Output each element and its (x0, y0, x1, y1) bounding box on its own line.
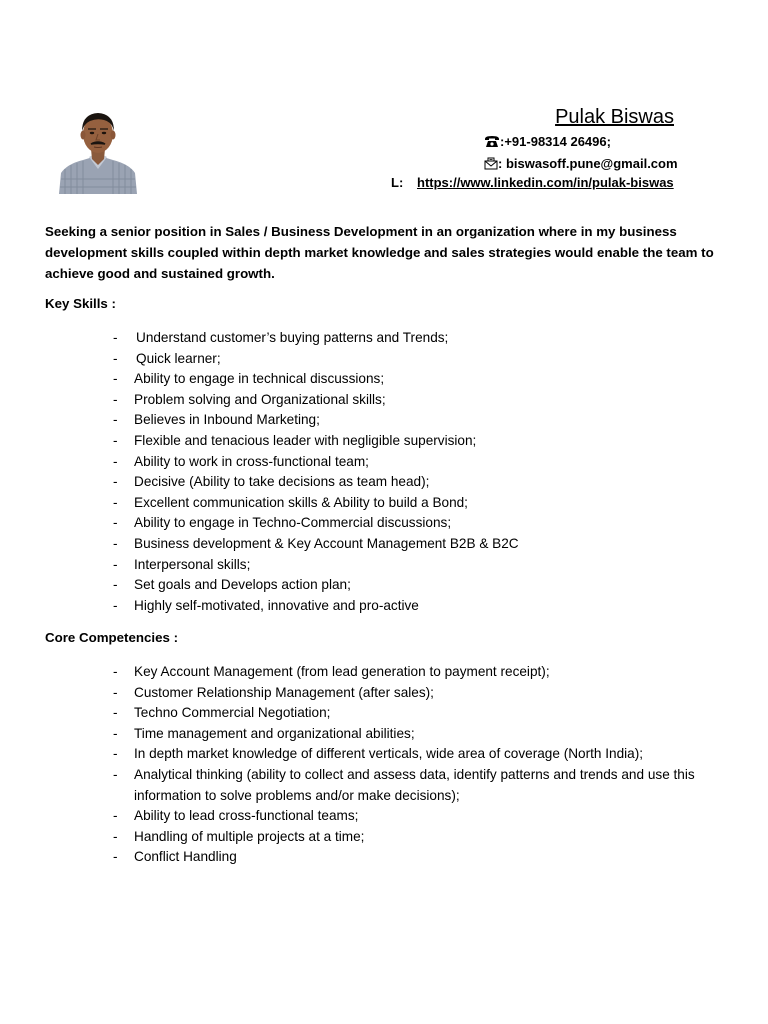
skill-item-text: Highly self-motivated, innovative and pro-active (134, 597, 419, 613)
email-line (484, 156, 678, 173)
skill-item (113, 555, 733, 576)
skill-item (113, 534, 733, 555)
skill-item-text: Ability to engage in Techno-Commercial discussions; (134, 515, 452, 531)
skill-item-text: Believes in Inbound Marketing; (134, 412, 320, 428)
key-skills-list (113, 328, 733, 616)
bullet-dash: - (113, 597, 118, 613)
key-skills-heading: Key Skills : (45, 296, 116, 311)
competency-item-text: Conflict Handling (134, 849, 237, 865)
competency-item (113, 662, 733, 683)
skill-item-text: Set goals and Develops action plan; (134, 577, 351, 593)
skill-item-text: Business development & Key Account Management B2B & B2C (134, 535, 519, 551)
skill-item (113, 328, 733, 349)
bullet-dash: - (113, 849, 118, 865)
skill-item-text: Understand customer’s buying patterns and Trends; (136, 330, 449, 345)
skill-item (113, 349, 733, 370)
skill-item-text: Excellent communication skills & Ability to build a Bond; (134, 494, 468, 510)
bullet-dash: - (113, 684, 118, 700)
bullet-dash: - (113, 535, 118, 551)
skill-item (113, 513, 733, 534)
skill-item (113, 410, 733, 431)
phone-number[interactable]: :+91-98314 26496; (500, 134, 611, 149)
bullet-dash: - (113, 453, 118, 469)
profile-photo (57, 107, 139, 194)
competency-item (113, 724, 733, 745)
core-competencies-list (113, 662, 733, 868)
bullet-dash: - (113, 432, 118, 448)
skill-item-text: Flexible and tenacious leader with negligible supervision; (134, 432, 477, 448)
bullet-dash: - (113, 515, 118, 531)
linkedin-link[interactable]: https://www.linkedin.com/in/pulak-biswas (417, 175, 674, 190)
skill-item (113, 452, 733, 473)
skill-item-text: Problem solving and Organizational skills; (134, 391, 386, 407)
bullet-dash: - (113, 577, 118, 593)
competency-item-text: Techno Commercial Negotiation; (134, 705, 331, 721)
skill-item (113, 431, 733, 452)
bullet-dash: - (113, 556, 118, 572)
bullet-dash: - (113, 391, 118, 407)
competency-item-text: In depth market knowledge of different verticals, wide area of coverage (North India); (134, 746, 644, 762)
skill-item (113, 472, 733, 493)
bullet-dash: - (113, 350, 118, 366)
bullet-dash: - (113, 766, 118, 782)
skill-item-text: Quick learner; (136, 350, 221, 366)
competency-item (113, 744, 733, 765)
competency-item (113, 806, 733, 827)
competency-item-text: Customer Relationship Management (after sales); (134, 684, 434, 700)
skill-item-text: Ability to work in cross-functional team; (134, 453, 369, 469)
telephone-icon (484, 135, 500, 151)
skill-item (113, 493, 733, 514)
competency-item (113, 827, 733, 848)
bullet-dash: - (113, 746, 118, 762)
competency-item (113, 703, 733, 724)
candidate-name: Pulak Biswas (555, 106, 674, 128)
skill-item (113, 575, 733, 596)
skill-item-text: Interpersonal skills; (134, 556, 251, 572)
competency-item (113, 683, 733, 704)
bullet-dash: - (113, 725, 118, 741)
skill-item (113, 596, 733, 617)
skill-item-text: Decisive (Ability to take decisions as team head); (134, 474, 430, 490)
competency-item-text: Time management and organizational abilities; (134, 725, 415, 741)
career-objective: Seeking a senior position in Sales / Business Development in an organization where in my business development skills coupled within depth market knowledge and sales strategies would enable the team to achieve good and sustained growth. (45, 224, 714, 281)
skill-item (113, 369, 733, 390)
email-address[interactable]: : biswasoff.pune@gmail.com (498, 156, 678, 171)
bullet-dash: - (113, 330, 118, 345)
bullet-dash: - (113, 412, 118, 428)
linkedin-label: L: (391, 175, 404, 190)
competency-item (113, 847, 733, 868)
skill-item-text: Ability to engage in technical discussions; (134, 371, 385, 387)
competency-item-text: Key Account Management (from lead generation to payment receipt); (134, 664, 550, 679)
competency-item-text: Ability to lead cross-functional teams; (134, 808, 359, 824)
bullet-dash: - (113, 474, 118, 490)
skill-item (113, 390, 733, 411)
bullet-dash: - (113, 371, 118, 387)
competency-item-text: Handling of multiple projects at a time; (134, 828, 365, 844)
phone-line (484, 134, 611, 151)
competency-item (113, 765, 733, 806)
linkedin-line (391, 175, 674, 190)
bullet-dash: - (113, 828, 118, 844)
bullet-dash: - (113, 664, 118, 679)
bullet-dash: - (113, 808, 118, 824)
envelope-icon (484, 157, 498, 173)
bullet-dash: - (113, 494, 118, 510)
competency-item-text: Analytical thinking (ability to collect and assess data, identify patterns and trends and use this information to solve problems and/or make decisions); (134, 766, 695, 803)
bullet-dash: - (113, 705, 118, 721)
core-competencies-heading: Core Competencies : (45, 630, 179, 645)
